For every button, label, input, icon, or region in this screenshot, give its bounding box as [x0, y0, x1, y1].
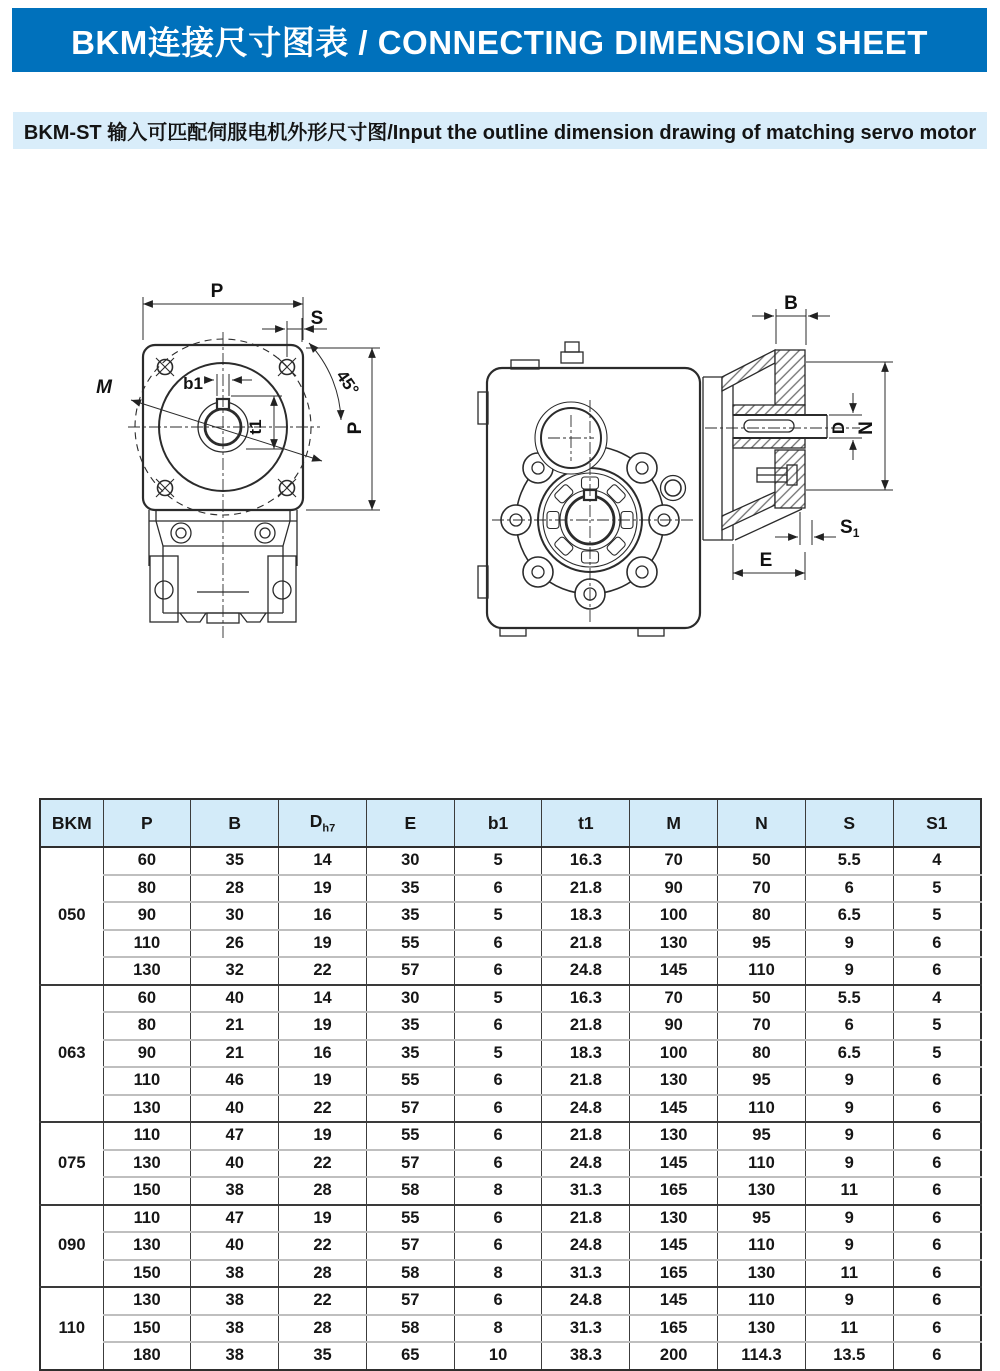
table-cell: 80: [718, 902, 806, 930]
table-cell: 57: [366, 1287, 454, 1315]
table-cell: 110: [103, 1205, 191, 1233]
table-cell: 19: [279, 1205, 367, 1233]
table-cell: 6: [805, 875, 893, 903]
table-cell: 28: [279, 1260, 367, 1288]
table-cell: 32: [191, 957, 279, 985]
table-row: [40, 1122, 981, 1150]
table-cell: 110: [103, 1122, 191, 1150]
table-cell: 38.3: [542, 1342, 630, 1370]
table-row: [40, 1012, 981, 1040]
table-cell: 5: [454, 902, 542, 930]
table-cell: 200: [630, 1342, 718, 1370]
table-cell: 130: [718, 1260, 806, 1288]
table-cell: 6: [454, 1232, 542, 1260]
table-row: [40, 1205, 981, 1233]
table-cell: 145: [630, 1232, 718, 1260]
table-cell: 8: [454, 1177, 542, 1205]
table-cell: 24.8: [542, 1287, 630, 1315]
table-cell: 6: [893, 930, 981, 958]
table-cell: 145: [630, 1095, 718, 1123]
column-header: B: [191, 799, 279, 847]
table-cell: 28: [191, 875, 279, 903]
table-cell: 9: [805, 1122, 893, 1150]
table-cell: 130: [103, 1287, 191, 1315]
table-cell: 38: [191, 1315, 279, 1343]
table-cell: 9: [805, 930, 893, 958]
table-cell: 47: [191, 1122, 279, 1150]
table-cell: 70: [630, 985, 718, 1013]
table-cell: 47: [191, 1205, 279, 1233]
dim-label-s1: $S_1$: [840, 517, 860, 540]
dim-label-t1: t1: [246, 419, 265, 435]
table-cell: 16.3: [542, 847, 630, 875]
table-cell: 18.3: [542, 1040, 630, 1068]
table-row: [40, 1177, 981, 1205]
table-cell: 130: [103, 957, 191, 985]
table-cell: 6: [893, 957, 981, 985]
table-cell: 9: [805, 1287, 893, 1315]
table-head: [40, 799, 981, 847]
dimension-table: [39, 798, 982, 1371]
table-cell: 57: [366, 1095, 454, 1123]
side-view-dimensions: [733, 293, 893, 580]
table-cell: 55: [366, 1067, 454, 1095]
table-cell: 70: [718, 875, 806, 903]
table-cell: 22: [279, 1287, 367, 1315]
model-cell: 090: [40, 1205, 103, 1288]
column-header: t1: [542, 799, 630, 847]
table-cell: 31.3: [542, 1260, 630, 1288]
table-cell: 110: [718, 1095, 806, 1123]
table-cell: 11: [805, 1177, 893, 1205]
table-cell: 130: [718, 1177, 806, 1205]
column-header: S1: [893, 799, 981, 847]
table-row: [40, 1150, 981, 1178]
motor-flange-group: [128, 332, 320, 640]
table-cell: 6.5: [805, 1040, 893, 1068]
table-cell: 19: [279, 930, 367, 958]
dim-label-45deg: 45°: [332, 366, 363, 399]
table-cell: 13.5: [805, 1342, 893, 1370]
table-cell: 58: [366, 1177, 454, 1205]
table-cell: 6: [805, 1012, 893, 1040]
table-cell: 6: [454, 875, 542, 903]
dim-label-b: B: [784, 293, 798, 314]
table-cell: 80: [103, 1012, 191, 1040]
table-cell: 26: [191, 930, 279, 958]
table-cell: 100: [630, 902, 718, 930]
table-cell: 22: [279, 1232, 367, 1260]
table-cell: 145: [630, 1287, 718, 1315]
table-row: [40, 985, 981, 1013]
table-cell: 70: [630, 847, 718, 875]
table-cell: 180: [103, 1342, 191, 1370]
column-header: b1: [454, 799, 542, 847]
table-cell: 95: [718, 1205, 806, 1233]
table-cell: 30: [366, 847, 454, 875]
table-cell: 5: [454, 847, 542, 875]
table-cell: 22: [279, 1150, 367, 1178]
table-cell: 24.8: [542, 1095, 630, 1123]
table-cell: 38: [191, 1342, 279, 1370]
gearbox-body-group: [478, 342, 700, 636]
table-cell: 55: [366, 1205, 454, 1233]
table-cell: 18.3: [542, 902, 630, 930]
table-cell: 90: [103, 902, 191, 930]
table-cell: 35: [279, 1342, 367, 1370]
table-cell: 30: [191, 902, 279, 930]
table-cell: 57: [366, 1232, 454, 1260]
vent-plug: [561, 342, 583, 363]
table-cell: 57: [366, 957, 454, 985]
table-cell: 35: [366, 1040, 454, 1068]
table-cell: 28: [279, 1315, 367, 1343]
table-cell: 4: [893, 847, 981, 875]
table-cell: 58: [366, 1260, 454, 1288]
table-cell: 130: [103, 1150, 191, 1178]
table-cell: 80: [103, 875, 191, 903]
model-cell: 110: [40, 1287, 103, 1370]
table-cell: 38: [191, 1287, 279, 1315]
table-cell: 28: [279, 1177, 367, 1205]
table-row: [40, 875, 981, 903]
table-row: [40, 1287, 981, 1315]
front-view-dimensions: [96, 281, 380, 510]
shaft-keyway-slot: [744, 420, 794, 432]
table-cell: 145: [630, 957, 718, 985]
table-cell: 10: [454, 1342, 542, 1370]
table-cell: 6: [893, 1177, 981, 1205]
table-cell: 6: [893, 1260, 981, 1288]
table-cell: 9: [805, 1205, 893, 1233]
dim-label-e: E: [759, 550, 773, 571]
table-cell: 19: [279, 1122, 367, 1150]
table-cell: 9: [805, 1150, 893, 1178]
table-body: [40, 847, 981, 1370]
table-cell: 38: [191, 1177, 279, 1205]
table-row: [40, 1095, 981, 1123]
model-cell: 075: [40, 1122, 103, 1205]
table-cell: 60: [103, 847, 191, 875]
table-cell: 24.8: [542, 1150, 630, 1178]
table-cell: 145: [630, 1150, 718, 1178]
table-cell: 6: [454, 1287, 542, 1315]
table-row: [40, 847, 981, 875]
table-cell: 5: [454, 985, 542, 1013]
table-cell: 8: [454, 1315, 542, 1343]
table-cell: 24.8: [542, 1232, 630, 1260]
table-cell: 11: [805, 1260, 893, 1288]
table-cell: 110: [718, 1232, 806, 1260]
table-cell: 6: [893, 1342, 981, 1370]
table-cell: 14: [279, 985, 367, 1013]
table-cell: 21: [191, 1040, 279, 1068]
table-row: [40, 1040, 981, 1068]
table-cell: 6: [454, 1205, 542, 1233]
dim-label-d: D: [829, 421, 848, 435]
table-cell: 114.3: [718, 1342, 806, 1370]
table-cell: 165: [630, 1315, 718, 1343]
table-cell: 6: [454, 930, 542, 958]
table-cell: 21.8: [542, 1205, 630, 1233]
table-cell: 58: [366, 1315, 454, 1343]
dim-label-m: M: [96, 377, 112, 398]
table-cell: 21: [191, 1012, 279, 1040]
table-cell: 95: [718, 1067, 806, 1095]
table-cell: 4: [893, 985, 981, 1013]
table-row: [40, 930, 981, 958]
table-cell: 16: [279, 1040, 367, 1068]
front-view-drawing: [75, 265, 415, 645]
table-cell: 110: [103, 1067, 191, 1095]
dim-label-p-top: P: [210, 281, 224, 302]
column-header: N: [718, 799, 806, 847]
table-cell: 165: [630, 1260, 718, 1288]
table-cell: 130: [630, 1067, 718, 1095]
table-cell: 150: [103, 1177, 191, 1205]
table-cell: 165: [630, 1177, 718, 1205]
table-cell: 21.8: [542, 875, 630, 903]
table-cell: 50: [718, 847, 806, 875]
table-cell: 50: [718, 985, 806, 1013]
section-subtitle: BKM-ST 输入可匹配伺服电机外形尺寸图/Input the outline dimension drawing of matching servo motor: [23, 122, 977, 144]
table-cell: 60: [103, 985, 191, 1013]
table-cell: 40: [191, 985, 279, 1013]
table-cell: 35: [366, 875, 454, 903]
table-cell: 5.5: [805, 985, 893, 1013]
table-cell: 110: [103, 930, 191, 958]
table-cell: 150: [103, 1260, 191, 1288]
table-cell: 21.8: [542, 1122, 630, 1150]
table-cell: 6: [454, 1012, 542, 1040]
table-row: [40, 957, 981, 985]
table-cell: 40: [191, 1150, 279, 1178]
table-cell: 95: [718, 1122, 806, 1150]
table-cell: 9: [805, 1232, 893, 1260]
model-cell: 050: [40, 847, 103, 985]
dimension-table-wrap: [39, 798, 980, 1371]
table-cell: 21.8: [542, 1067, 630, 1095]
table-cell: 80: [718, 1040, 806, 1068]
table-cell: 35: [366, 1012, 454, 1040]
section-subtitle-bar: [13, 112, 987, 149]
table-cell: 5: [893, 1040, 981, 1068]
table-cell: 90: [630, 875, 718, 903]
table-cell: 130: [630, 1122, 718, 1150]
table-cell: 6: [893, 1095, 981, 1123]
table-cell: 6: [893, 1205, 981, 1233]
table-cell: 95: [718, 930, 806, 958]
table-cell: 19: [279, 875, 367, 903]
table-cell: 21.8: [542, 930, 630, 958]
flange-corner-holes: [156, 358, 296, 497]
table-cell: 16.3: [542, 985, 630, 1013]
table-row: [40, 902, 981, 930]
table-cell: 6: [454, 1067, 542, 1095]
table-cell: 21.8: [542, 1012, 630, 1040]
table-cell: 6: [454, 1122, 542, 1150]
dim-label-p-right: P: [345, 421, 366, 435]
table-cell: 24.8: [542, 957, 630, 985]
page-title: BKM连接尺寸图表 / CONNECTING DIMENSION SHEET: [71, 23, 928, 61]
table-cell: 130: [630, 1205, 718, 1233]
column-header: P: [103, 799, 191, 847]
table-cell: 110: [718, 1287, 806, 1315]
table-cell: 5: [893, 875, 981, 903]
table-cell: 35: [191, 847, 279, 875]
table-cell: 30: [366, 985, 454, 1013]
table-cell: 57: [366, 1150, 454, 1178]
table-cell: 38: [191, 1260, 279, 1288]
table-row: [40, 1260, 981, 1288]
dim-label-b1: b1: [183, 374, 203, 393]
table-cell: 110: [718, 957, 806, 985]
table-cell: 6: [454, 957, 542, 985]
table-cell: 90: [630, 1012, 718, 1040]
table-cell: 55: [366, 930, 454, 958]
table-cell: 35: [366, 902, 454, 930]
column-header: BKM: [40, 799, 103, 847]
table-cell: 55: [366, 1122, 454, 1150]
table-row: [40, 1232, 981, 1260]
table-cell: 6: [893, 1315, 981, 1343]
column-header: $D_{h7}$: [279, 799, 367, 847]
table-cell: 6: [893, 1232, 981, 1260]
table-cell: 6: [454, 1150, 542, 1178]
table-cell: 19: [279, 1012, 367, 1040]
table-cell: 6: [893, 1287, 981, 1315]
table-cell: 110: [718, 1150, 806, 1178]
table-cell: 9: [805, 1095, 893, 1123]
table-cell: 130: [630, 930, 718, 958]
table-cell: 16: [279, 902, 367, 930]
table-row: [40, 1342, 981, 1370]
table-row: [40, 1315, 981, 1343]
model-cell: 063: [40, 985, 103, 1123]
table-cell: 22: [279, 1095, 367, 1123]
column-header: M: [630, 799, 718, 847]
table-cell: 5: [893, 1012, 981, 1040]
table-cell: 5: [454, 1040, 542, 1068]
table-cell: 5: [893, 902, 981, 930]
table-cell: 90: [103, 1040, 191, 1068]
column-header: S: [805, 799, 893, 847]
table-cell: 130: [718, 1315, 806, 1343]
table-cell: 31.3: [542, 1177, 630, 1205]
dim-label-n: N: [856, 421, 877, 435]
table-cell: 6: [454, 1095, 542, 1123]
table-cell: 150: [103, 1315, 191, 1343]
table-cell: 5.5: [805, 847, 893, 875]
table-cell: 8: [454, 1260, 542, 1288]
table-cell: 9: [805, 957, 893, 985]
table-cell: 6: [893, 1150, 981, 1178]
dim-label-s: S: [310, 308, 324, 329]
table-cell: 22: [279, 957, 367, 985]
table-cell: 100: [630, 1040, 718, 1068]
table-cell: 6: [893, 1122, 981, 1150]
page-title-bar: [12, 8, 987, 72]
table-row: [40, 1067, 981, 1095]
table-cell: 40: [191, 1095, 279, 1123]
column-header: E: [366, 799, 454, 847]
table-cell: 130: [103, 1232, 191, 1260]
table-cell: 130: [103, 1095, 191, 1123]
side-view-drawing: [460, 295, 905, 650]
table-cell: 6.5: [805, 902, 893, 930]
table-cell: 70: [718, 1012, 806, 1040]
table-cell: 46: [191, 1067, 279, 1095]
table-cell: 40: [191, 1232, 279, 1260]
table-cell: 14: [279, 847, 367, 875]
table-cell: 31.3: [542, 1315, 630, 1343]
table-cell: 19: [279, 1067, 367, 1095]
table-cell: 11: [805, 1315, 893, 1343]
table-cell: 9: [805, 1067, 893, 1095]
input-adapter-group: [703, 350, 860, 540]
table-cell: 65: [366, 1342, 454, 1370]
table-cell: 6: [893, 1067, 981, 1095]
